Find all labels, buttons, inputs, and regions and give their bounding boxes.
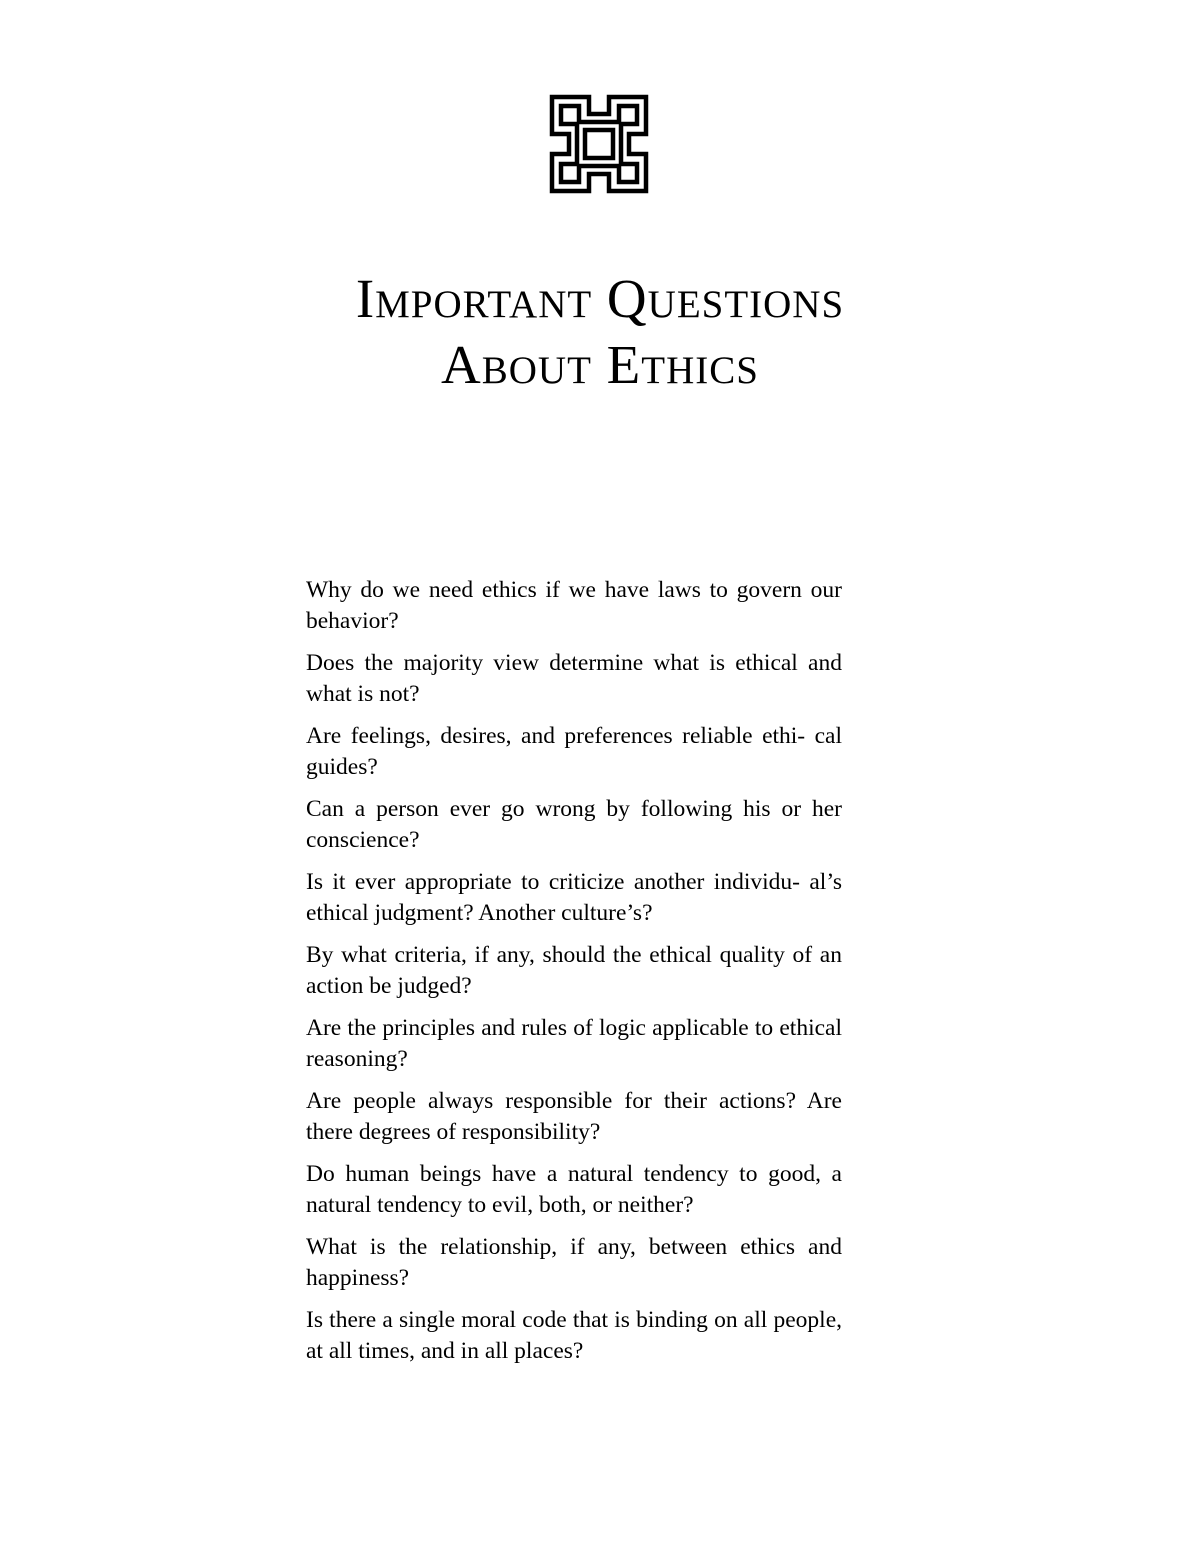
chapter-title-line-2: About Ethics	[441, 334, 759, 395]
question-item: Why do we need ethics if we have laws to govern our behavior?	[306, 577, 842, 634]
question-item: By what criteria, if any, should the ethical quality of an action be judged?	[306, 942, 842, 999]
chapter-title	[0, 266, 1200, 398]
question-item: Does the majority view determine what is ethical and what is not?	[306, 650, 842, 707]
question-item: What is the relationship, if any, between ethics and happiness?	[306, 1234, 842, 1291]
question-item: Are people always responsible for their actions? Are there degrees of responsibility?	[306, 1088, 842, 1145]
question-item: Is it ever appropriate to criticize another individu- al’s ethical judgment? Another culture’s?	[306, 869, 842, 926]
square-knot-ornament-icon	[549, 94, 649, 194]
question-item: Are the principles and rules of logic applicable to ethical reasoning?	[306, 1015, 842, 1072]
question-item: Do human beings have a natural tendency to good, a natural tendency to evil, both, or neither?	[306, 1161, 842, 1218]
question-item: Is there a single moral code that is binding on all people, at all times, and in all places?	[306, 1307, 842, 1364]
question-item: Can a person ever go wrong by following his or her conscience?	[306, 796, 842, 853]
question-item: Are feelings, desires, and preferences reliable ethi- cal guides?	[306, 723, 842, 780]
chapter-title-line-1: Important Questions	[355, 268, 845, 329]
questions-list	[306, 575, 842, 1378]
